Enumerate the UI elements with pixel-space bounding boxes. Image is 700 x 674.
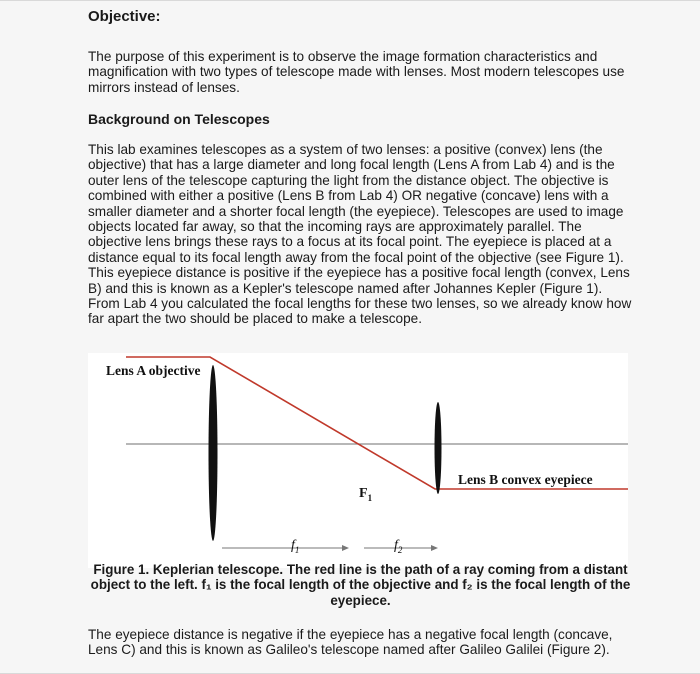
f1-arrow-head bbox=[342, 545, 349, 551]
f1-letter: f bbox=[291, 538, 295, 553]
lens-b-label: Lens B convex eyepiece bbox=[458, 472, 593, 487]
figure1-caption: Figure 1. Keplerian telescope. The red line is the path of a ray coming from a distant object to the left. f₁ is the focal length of the objective and f₂ is the focal length of the eyepiece. bbox=[90, 562, 631, 608]
kepler-telescope-figure bbox=[88, 353, 628, 568]
lens-b-shape bbox=[435, 402, 442, 494]
f2-subscript: 2 bbox=[397, 544, 403, 555]
f2-arrow-head bbox=[431, 545, 438, 551]
f2-label bbox=[394, 538, 402, 555]
lens-a-label: Lens A objective bbox=[106, 363, 201, 378]
background-heading: Background on Telescopes bbox=[88, 111, 270, 127]
f1-label bbox=[291, 538, 299, 555]
lens-a-shape bbox=[209, 365, 218, 541]
f1-subscript: 1 bbox=[294, 544, 300, 555]
red-ray-path bbox=[126, 357, 628, 489]
objective-heading: Objective: bbox=[88, 8, 161, 25]
kepler-diagram bbox=[88, 353, 628, 568]
closing-paragraph: The eyepiece distance is negative if the eyepiece has a negative focal length (concave, Lens C) and this is known as Galileo's telescope named after Galileo Galilei (Figure 2). bbox=[88, 627, 613, 658]
background-paragraph: This lab examines telescopes as a system of two lenses: a positive (convex) lens (the objective) that has a large diameter and long focal length (Lens A from Lab 4) and is the outer lens of the telescope capturing the light from the distance object. The objective is combined with either a positive (Lens B from Lab 4) OR negative (concave) lens with a smaller diameter and a shorter focal length (the eyepiece). Telescopes are used to image objects located far away, so that the incoming rays are approximately parallel. The objective lens brings these rays to a focus at its focal point. The eyepiece is placed at a distance equal to its focal length away from the focal point of the objective (see Figure 1). This eyepiece distance is positive if the eyepiece has a positive focal length (convex, Lens B) and this is known as a Kepler's telescope named after Johannes Kepler (Figure 1). From Lab 4 you calculated the focal lengths for these two lenses, so we already know how far apart the two should be placed to make a telescope. bbox=[88, 142, 632, 327]
focal-point-subscript: 1 bbox=[367, 492, 373, 503]
focal-point-letter: F bbox=[359, 486, 368, 501]
f2-letter: f bbox=[394, 538, 398, 553]
focal-point-label bbox=[359, 486, 372, 503]
intro-paragraph: The purpose of this experiment is to observe the image formation characteristics and magnification with two types of telescope made with lenses. Most modern telescopes use mirrors instead of lenses. bbox=[88, 49, 625, 95]
